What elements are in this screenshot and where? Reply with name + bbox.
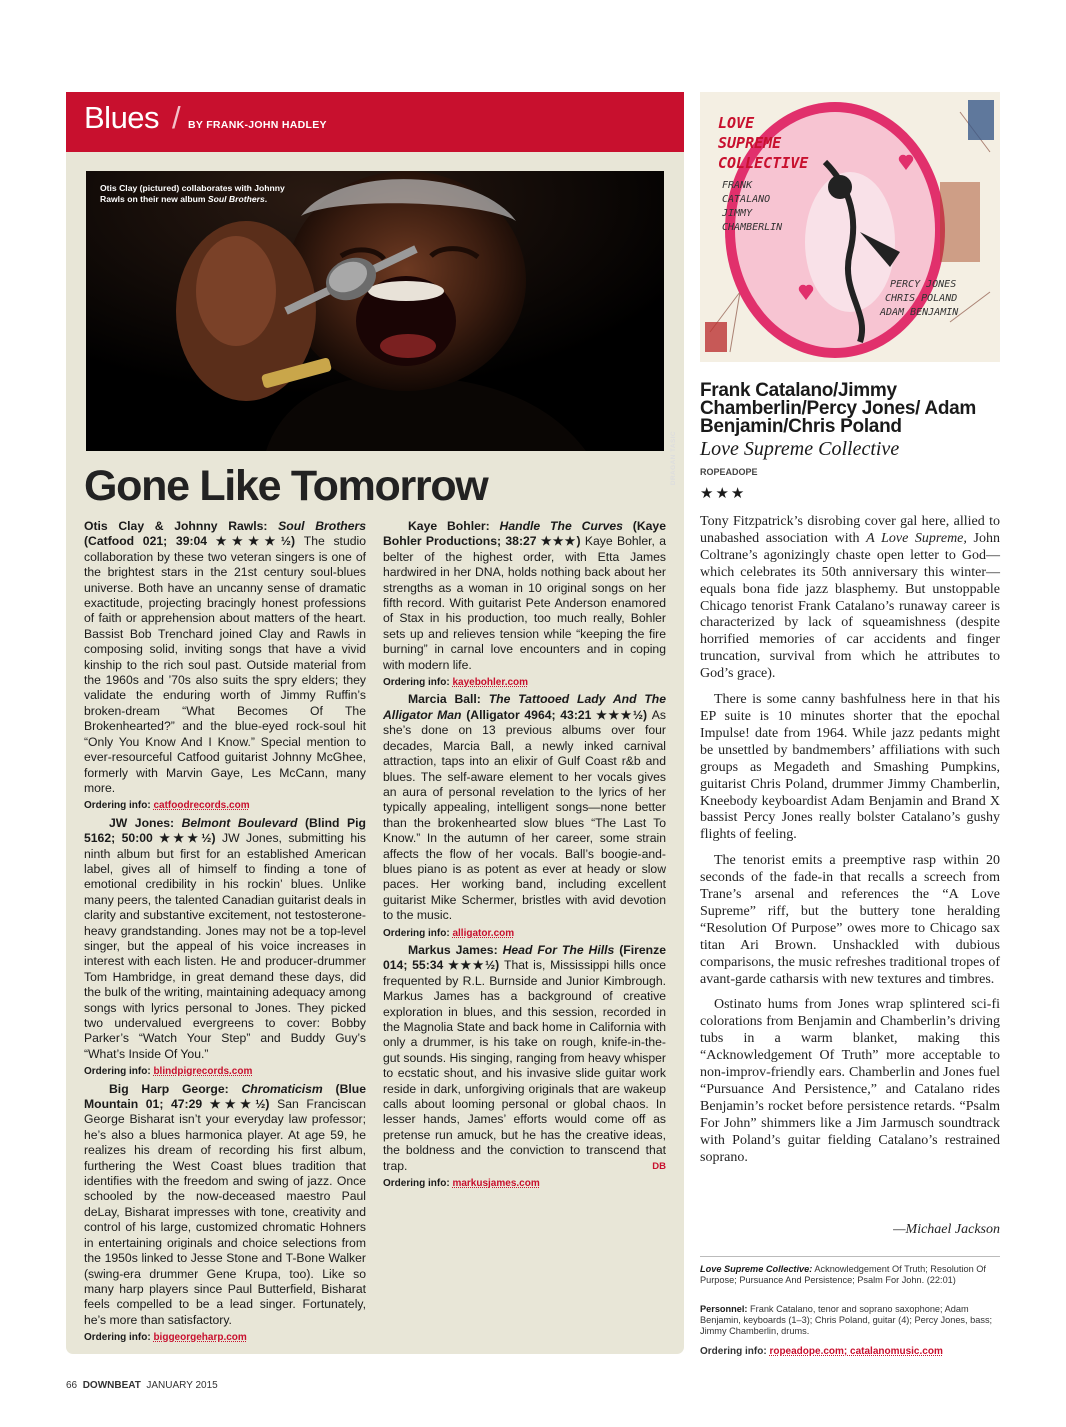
review-kaye-bohler [383, 519, 666, 673]
review-album-title: Head For The Hills [502, 942, 615, 957]
feature-rating: ★★★ [700, 485, 747, 502]
section-title: Blues [84, 100, 160, 135]
review-meta: (Firenze 014; 55:34 ★★★½) [383, 942, 666, 973]
caption-end: . [264, 194, 268, 205]
cover-name-2: CATALANO [722, 194, 771, 205]
feature-artist: Frank Catalano/Jimmy Chamberlin/Percy Jones/ Adam Benjamin/Chris Poland [700, 380, 976, 437]
review-meta: (Alligator 4964; 43:21 ★★★½) [461, 707, 652, 722]
review-body: The studio collaboration by these two veteran singers is one of the brightest stars in the 21st century soul-blues universe. Both have an uncanny sense of dramatic exactitude, projecting bracingly honest professions of faith or apprehension about matters of the heart. Bassist Bob Trenchard joined Clay and Rawls in composing solid, inviting songs that have a vivid kinship to the rich soul past. Outside material from the 1960s and ’70s also suits the spry elders; they validate the enduring worth of Jimmy Ruffin’s broken-dream “What Becomes Of The Brokenhearted?” and the blue-eyed rock-soul hit “Only You Know And I Know.” Special mention to ever-resourceful Catfood guitarist Johnny McGhee, formerly with Marvin Gaye, Les McCann, many more. [84, 534, 366, 795]
review-markus-james [383, 943, 666, 1174]
review-album-title: Handle The Curves [499, 519, 623, 533]
album-cover [700, 92, 1000, 362]
review-body: As she’s done on 13 previous albums over four decades, Marcia Ball, a newly inked carnival attraction, taps into an elixir of Gulf Coast r&b and blues. The self-aware element to her vocals gives an aura of personal revelation to the lyrics of her typically appealing, intelligent songs—none better than the brokenhearted slow blues “The Last To Know.” In the autumn of her career, some strain affects the flow of her vocals. Ball’s boogie-and-blues piano is as potent as ever at heady or slow paces. Her working band, including excellent guitarist Mike Schermer, bristles with avid devotion to the music. [383, 707, 666, 923]
review-album-title: Soul Brothers [278, 519, 366, 533]
cover-title-line-3: COLLECTIVE [718, 154, 809, 172]
personnel-text: Frank Catalano, tenor and soprano saxophone; Adam Benjamin, keyboards (1–3); Chris Poland, guitar (4); Percy Jones, bass; Jimmy Chamberlin, drums. [700, 1304, 993, 1336]
ordering-label: Ordering info: [84, 1066, 154, 1078]
review-artist: Kaye Bohler: [408, 519, 500, 533]
review-meta: (Blind Pig 5162; 50:00 ★★★½) [84, 815, 366, 846]
track-listing [700, 1264, 1000, 1286]
feature-label: ROPEADOPE [700, 467, 758, 477]
cover-name-5: PERCY JONES [890, 279, 957, 290]
ordering-label: Ordering info: [383, 677, 453, 689]
end-mark: DB [652, 1160, 666, 1172]
section-slash: / [172, 100, 181, 135]
cover-title-line-1: LOVE [718, 114, 755, 132]
ordering-label: Ordering info: [383, 927, 453, 939]
personnel [700, 1304, 1000, 1337]
track-listing-label: Love Supreme Collective: [700, 1264, 813, 1274]
review-body: JW Jones, submitting his ninth album but first for an established American label, gives all of himself to finding a tone of emotional credibility in his rockin’ blues. Unlike many peers, the talented Canadian guitarist deals in clarity and substantive excitement, not testosterone-heavy grandstanding. Jones may not be a top-level singer, but the appeal of his voice increases in interest with each listen. He and producer-drummer Tom Hambridge, in great demand these days, did the bulk of the writing, maintaining adequacy among songs with lyrics personal to Jones. They picked two undervalued evergreens to cover: Bobby Parker’s “Watch Your Step” and Buddy Guy’s “What’s Inside Of You.” [84, 831, 366, 1061]
ordering-info [84, 1330, 366, 1345]
cover-name-6: CHRIS POLAND [885, 293, 958, 304]
photo-credit: DRAGAN TASIC [670, 431, 677, 486]
review-artist: Markus James: [408, 942, 503, 957]
ordering-link[interactable]: catfoodrecords.com [153, 800, 250, 812]
issue-date: JANUARY 2015 [146, 1380, 218, 1391]
review-meta: (Catfood 021; 39:04 ★★★★½) [84, 534, 304, 549]
ordering-info [383, 926, 666, 941]
feature-text: Tony Fitzpatrick’s disrobing cover gal here, allied to unabashed association with [700, 514, 1000, 546]
ordering-label: Ordering info: [700, 1346, 770, 1357]
review-marcia-ball [383, 692, 666, 923]
magazine-name: DOWNBEAT [82, 1380, 141, 1391]
ordering-info [383, 675, 666, 690]
review-artist: Otis Clay & Johnny Rawls: [84, 519, 279, 533]
review-artist: Marcia Ball: [408, 692, 489, 707]
page-footer [66, 1380, 218, 1391]
feature-paragraph-1 [700, 514, 1000, 683]
feature-paragraph-4: Ostinato hums from Jones wrap splintered sci-fi colorations from Benjamin and Chamberlin’s driving tubs in a warm blanket, making this “Acknowledgement Of Truth” more acceptable to non-improv-friendly ears. Chamberlin and Jones fuel “Pursuance And Persistence,” and Catalano rides Benjamin’s rocket before persistence retards. “Psalm For John” shimmers like a Jim Jarmusch soundtrack with Poland’s guitar fielding Catalano’s restrained soprano. [700, 997, 1000, 1165]
ordering-label: Ordering info: [84, 800, 154, 812]
review-album-title: The Tattooed Lady And The Alligator Man [383, 692, 666, 722]
singer-photo-illustration [86, 171, 664, 451]
cover-name-7: ADAM BENJAMIN [880, 307, 959, 318]
review-jw-jones [84, 816, 366, 1063]
review-body: Kaye Bohler, a belter of the highest order, with Etta James hardwired in her DNA, holds nothing back about her strengths as a woman in 10 original songs on her fifth record. With guitarist Pete Anderson enamored of Stax in his production, too much really, Bohler sets up and relieves tension while “keeping the fire burning” in carnal love encounters and in coping with modern life. [383, 534, 666, 672]
ordering-label: Ordering info: [84, 1332, 154, 1344]
review-body: San Franciscan George Bisharat isn’t your everyday law professor; he’s also a blues harmonica player. At age 59, he realizes his dream of recording his first album, furthering the West Coast blues tradition that identifies with the freedom and swing of jazz. Once schooled by the now-deceased maestro Paul deLay, Bisharat impresses with tone, creativity and control of his large, customized chromatic Hohners in entertaining originals and choice selections from the 1950s linked to Jesse Stone and T-Bone Walker (swing-era drummer Gene Krupa, too). Like so many harp players since Paul Butterfield, Bisharat feels compelled to be a lead singer. Fortunately, he’s more than satisfactory. [84, 1097, 366, 1327]
album-cover-art [700, 92, 1000, 362]
feature-paragraph-3: The tenorist emits a preemptive rasp within 20 seconds of the fade-in that recalls a screech from Trane’s arsenal and references the “A Love Supreme” riff, but the buttery tone heralding “Resolution Of Purpose” owes more to Chicago sax titan Ari Brown. Unshackled with dubious comparisons, the music refreshes traditional tropes of avant-garde catharsis with new textures and timbres. [700, 853, 1000, 987]
ordering-info [84, 798, 366, 813]
feature-photo [86, 171, 677, 486]
cover-title-line-2: SUPREME [718, 134, 782, 152]
review-meta: (Blue Mountain 01; 47:29 ★★★½) [84, 1081, 366, 1112]
byline: BY FRANK-JOHN HADLEY [188, 119, 327, 131]
review-big-harp-george [84, 1082, 366, 1329]
ordering-link[interactable]: blindpigrecords.com [153, 1066, 253, 1078]
review-otis-clay [84, 519, 366, 796]
personnel-label: Personnel: [700, 1304, 748, 1314]
divider [700, 1256, 1000, 1257]
review-artist: JW Jones: [109, 815, 182, 830]
section-header [66, 92, 684, 152]
caption-text: Otis Clay (pictured) collaborates with Johnny Rawls on their new album [100, 183, 285, 205]
review-column-right [383, 519, 666, 1193]
review-album-title: Chromaticism [241, 1081, 323, 1096]
feature-ordering-info [700, 1346, 1000, 1357]
ordering-link[interactable]: biggeorgeharp.com [153, 1332, 247, 1344]
review-artist: Big Harp George: [109, 1081, 242, 1096]
photo-caption [100, 183, 310, 205]
page-number: 66 [66, 1380, 78, 1391]
ordering-link[interactable]: alligator.com [452, 927, 515, 939]
review-body: That is, Mississippi hills once frequented by R.L. Burnside and Junior Kimbrough. Markus James has a background of creative exploration in blues, and this session, recorded in the Magnolia State and back home in California with only a drummer, is his take on rough, knife-in-the-gut sounds. His singing, ranging from heavy whisper to ecstatic shout, and his invasive slide guitar work reside in dark, unforgiving originals that are wakeup calls about looming personal or global chaos. In lesser hands, James’ efforts would come off as pretense run amuck, but he has the creative ideas, the boldness and the conviction to transcend that trap. [383, 958, 666, 1173]
ordering-link[interactable]: ropeadope.com; catalanomusic.com [769, 1346, 943, 1357]
caption-album-title: Soul Brothers [207, 194, 265, 205]
cover-name-1: FRANK [722, 180, 753, 191]
feature-review-body [700, 514, 1000, 1176]
review-meta: (Kaye Bohler Productions; 38:27 ★★★) [383, 519, 666, 549]
headline: Gone Like Tomorrow [84, 462, 488, 510]
reviewer-name: —Michael Jackson [893, 1222, 1000, 1237]
ordering-info [383, 1176, 666, 1191]
feature-text: John Coltrane’s agonizingly chaste open letter to God—which celebrates its 50th anniversary this winter—equals bona fide jazz blasphemy. But unstoppable Chicago tenorist Frank Catalano’s runaway career is characterized by lack of squeamishness (despite horrified memories of car accidents and finger truncation, survival from which he attributes to God’s grace). [700, 530, 1001, 682]
cover-name-4: CHAMBERLIN [722, 222, 783, 233]
ordering-info [84, 1064, 366, 1079]
feature-paragraph-2: There is some canny bashfulness here in that his EP suite is 10 minutes shorter that the epochal Impulse! date from 1964. While jazz pedants might be unsettled by bandmembers’ affiliations with such groups as Megadeth and Smashing Pumpkins, guitarist Chris Poland, drummer Jimmy Chamberlin, Kneebody keyboardist Adam Benjamin and Brand X bassist Percy Jones really bolster Catalano’s gushy flights of feeling. [700, 692, 1000, 843]
ordering-label: Ordering info: [383, 1178, 453, 1190]
ordering-link[interactable]: kayebohler.com [452, 677, 529, 689]
ordering-link[interactable]: markusjames.com [452, 1178, 540, 1190]
review-column-left [84, 519, 366, 1348]
feature-referenced-title: A Love Supreme, [866, 530, 967, 546]
feature-album-title: Love Supreme Collective [700, 438, 900, 460]
cover-name-3: JIMMY [722, 208, 753, 219]
review-album-title: Belmont Boulevard [181, 815, 298, 830]
track-listing-text: Acknowledgement Of Truth; Resolution Of Purpose; Pursuance And Persistence; Psalm For John. (22:01) [700, 1264, 986, 1285]
